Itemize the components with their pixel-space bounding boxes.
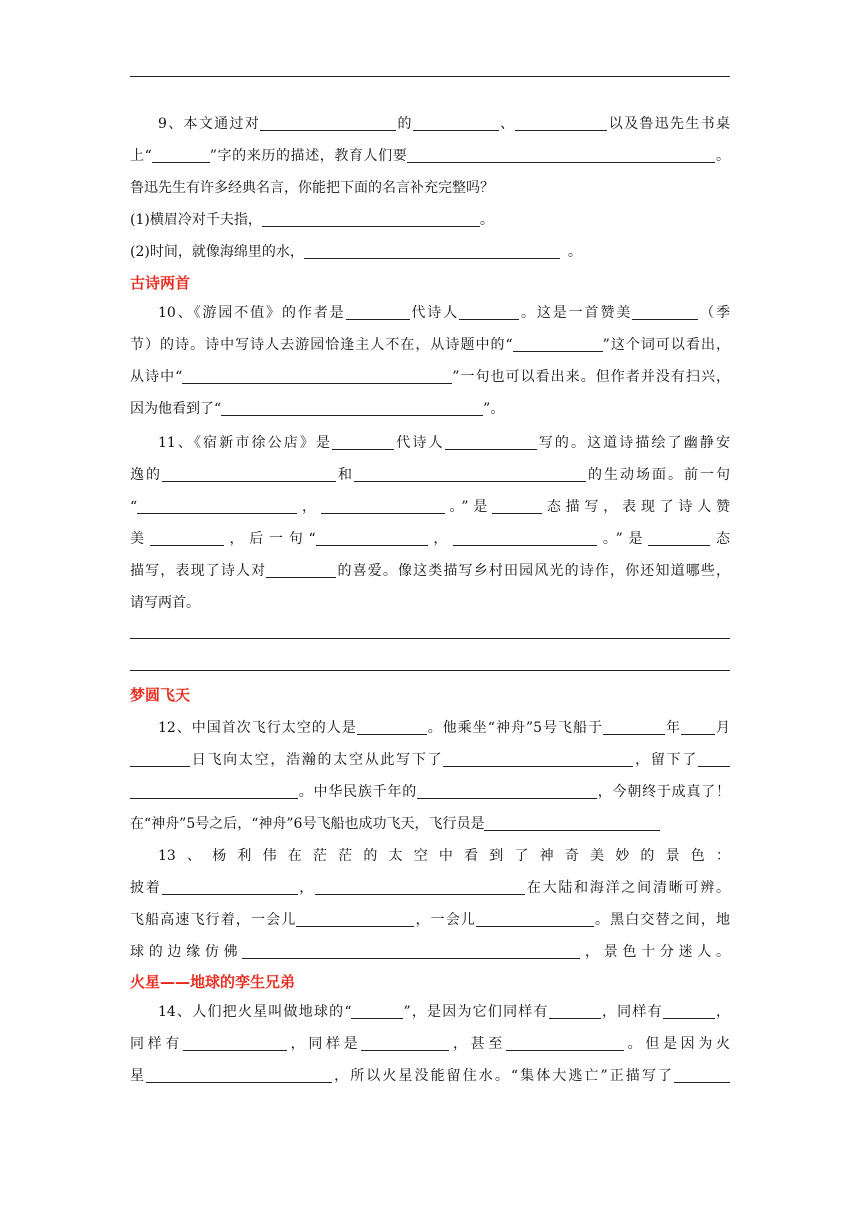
answer-blank[interactable] [162,878,298,895]
section-heading: 火星——地球的孪生兄弟 [130,973,296,991]
answer-blank[interactable] [130,750,190,767]
section-heading: 古诗两首 [130,274,191,292]
answer-blank[interactable] [357,718,427,735]
answer-blank[interactable] [674,1066,730,1083]
answer-blank[interactable] [698,750,730,767]
question-10: 10、《游园不值》的作者是 代诗人 。这是一首赞美 （季 节）的诗。诗中写诗人去游园恰逢主人不在，从诗题中的“ ”这个词可以看出， 从诗中“ ”一句也可以看出来。但作者并没有扫兴， 因为他看到了“ ”。 [130,305,730,417]
answer-blank[interactable] [515,114,607,131]
answer-blank[interactable] [152,146,210,163]
answer-blank[interactable] [648,529,710,546]
answer-blank[interactable] [513,335,603,352]
answer-blank[interactable] [260,114,396,131]
answer-blank[interactable] [417,782,597,799]
answer-blank[interactable] [332,433,394,450]
answer-blank[interactable] [459,303,519,320]
q9-prompt: 鲁迅先生有许多经典名言，你能把下面的名言补充完整吗？ [130,180,494,196]
answer-blank[interactable] [316,529,428,546]
answer-blank[interactable] [506,1034,624,1051]
answer-blank[interactable] [484,814,660,831]
answer-blank[interactable] [361,1034,449,1051]
answer-blank[interactable] [407,146,715,163]
answer-blank[interactable] [162,465,336,482]
question-9: 9、本文通过对 的 、 以及鲁迅先生书桌 上“ ”字的来历的描述，教育人们要 。 鲁迅先生有许多经典名言，你能把下面的名言补充完整吗？ (1)横眉冷对千夫指， 。 (2)时间，就像海绵里的水， 。 [130,116,730,260]
header-rule [130,76,730,77]
answer-blank[interactable] [182,367,452,384]
answer-blank[interactable] [304,242,560,259]
answer-blank[interactable] [453,529,597,546]
answer-blank[interactable] [321,497,445,514]
answer-blank[interactable] [146,1066,332,1083]
answer-blank[interactable] [346,303,410,320]
answer-blank[interactable] [603,718,665,735]
answer-blank[interactable] [266,561,336,578]
answer-blank[interactable] [221,399,483,416]
answer-line[interactable] [130,638,730,639]
answer-blank[interactable] [445,433,537,450]
answer-blank[interactable] [663,1002,715,1019]
answer-blank[interactable] [443,750,633,767]
answer-blank[interactable] [315,878,525,895]
answer-blank[interactable] [262,210,480,227]
question-13: 13、杨利伟在茫茫的太空中看到了神奇美妙的景色： 披着 ， 在大陆和海洋之间清晰可辨。 飞船高速飞行着，一会儿 ，一会儿 。黑白交替之间，地 球的边缘仿佛 ，景色十分迷人。 [130,848,730,960]
answer-blank[interactable] [413,114,499,131]
q9-text: 9、本文通过对 [158,116,261,132]
question-12: 12、中国首次飞行太空的人是 。他乘坐“神舟”5号飞船于 年 月 日飞向太空，浩瀚的太空从此写下了 ，留下了 。中华民族千年的 ，今朝终于成真了！ 在“神舟”5号之后，“神舟”6号飞船也成功飞天，飞行员是 [130,720,730,832]
answer-blank[interactable] [351,1002,403,1019]
answer-blank[interactable] [681,718,715,735]
answer-blank[interactable] [476,910,594,927]
answer-blank[interactable] [354,465,586,482]
answer-blank[interactable] [242,942,580,959]
answer-blank[interactable] [492,497,542,514]
question-11: 11、《宿新市徐公店》是 代诗人 写的。这道诗描绘了幽静安 逸的 和 的生动场面。前一句 “ ， 。”是 态描写，表现了诗人赞 美 ，后一句“ ， 。”是 态 描写，表现了诗人对 的喜爱。像这类描写乡村田园风光的诗作，你还知道哪些， 请写两首。 [130,435,730,611]
answer-line[interactable] [130,670,730,671]
answer-blank[interactable] [632,303,698,320]
answer-blank[interactable] [183,1034,287,1051]
answer-blank[interactable] [137,497,297,514]
question-14: 14、人们把火星叫做地球的“ ”，是因为它们同样有 ，同样有 ， 同样有 ，同样是 ，甚至 。但是因为火 星 ，所以火星没能留住水。“集体大逃亡”正描写了 [130,1004,730,1084]
section-heading: 梦圆飞天 [130,686,191,704]
answer-blank[interactable] [296,910,414,927]
answer-blank[interactable] [549,1002,601,1019]
answer-blank[interactable] [130,782,298,799]
answer-blank[interactable] [150,529,224,546]
